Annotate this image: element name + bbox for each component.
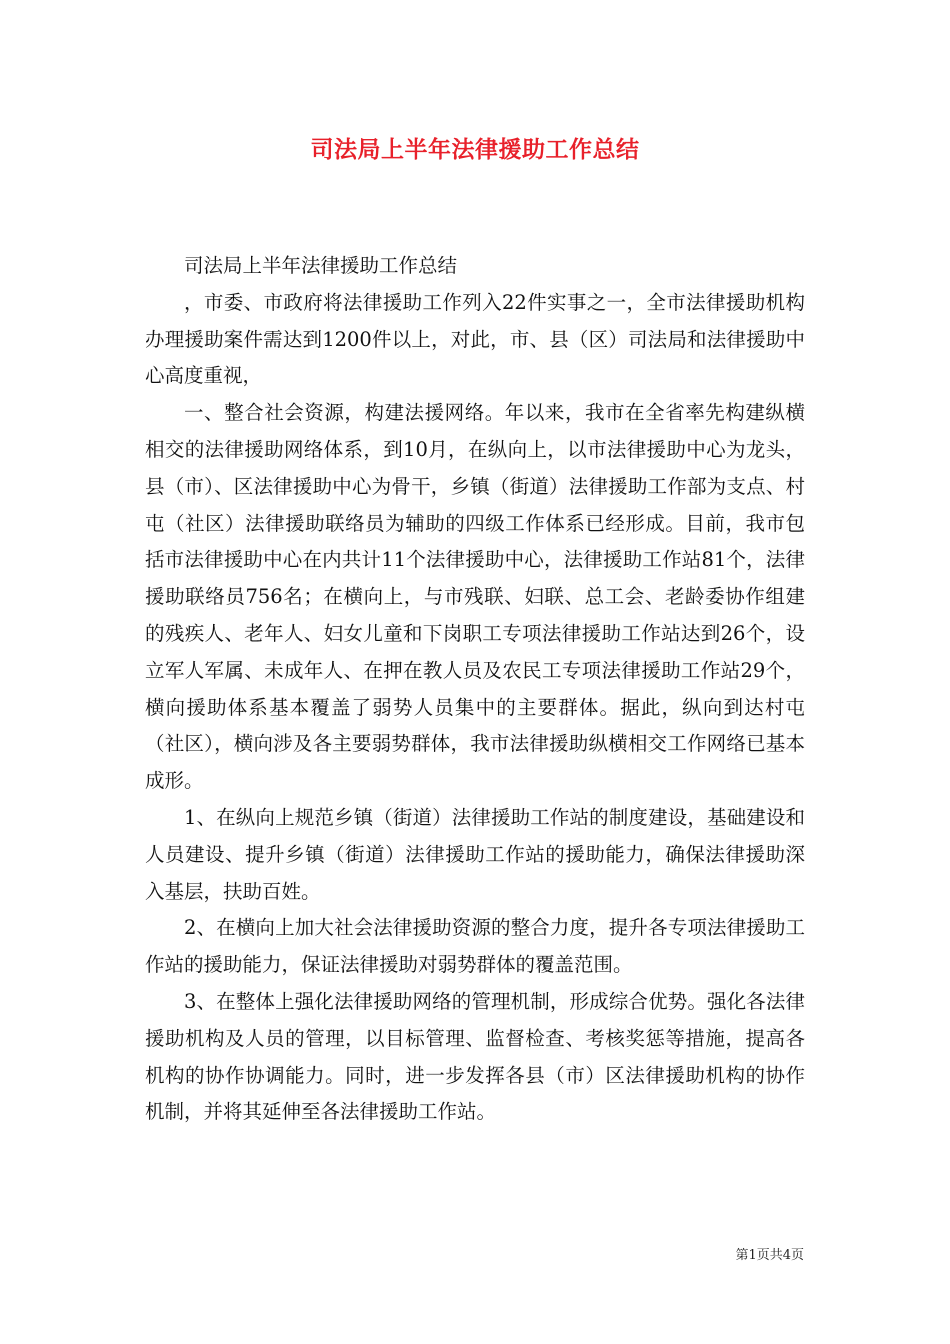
paragraph-section-one: 一、整合社会资源，构建法援网络。年以来，我市在全省率先构建纵横相交的法律援助网络体系，到10月，在纵向上，以市法律援助中心为龙头，县（市）、区法律援助中心为骨干，乡镇（街道）法律援助工作部为支点、村屯（社区）法律援助联络员为辅助的四级工作体系已经形成。目前，我市包括市法律援助中心在内共计11个法律援助中心，法律援助工作站81个，法律援助联络员756名；在横向上，与市残联、妇联、总工会、老龄委协作组建的残疾人、老年人、妇女儿童和下岗职工专项法律援助工作站达到26个，设立军人军属、未成年人、在押在教人员及农民工专项法律援助工作站29个，横向援助体系基本覆盖了弱势人员集中的主要群体。据此，纵向到达村屯（社区），横向涉及各主要弱势群体，我市法律援助纵横相交工作网络已基本成形。 bbox=[145, 401, 805, 793]
document-title: 司法局上半年法律援助工作总结 bbox=[310, 136, 640, 163]
paragraph-item-two: 2、在横向上加大社会法律援助资源的整合力度，提升各专项法律援助工作站的援助能力，保证法律援助对弱势群体的覆盖范围。 bbox=[145, 916, 805, 977]
paragraph-item-three: 3、在整体上强化法律援助网络的管理机制，形成综合优势。强化各法律援助机构及人员的管理，以目标管理、监督检查、考核奖惩等措施，提高各机构的协作协调能力。同时，进一步发挥各县（市）区法律援助机构的协作机制，并将其延伸至各法律援助工作站。 bbox=[145, 989, 805, 1124]
paragraph-intro: ，市委、市政府将法律援助工作列入22件实事之一，全市法律援助机构办理援助案件需达到1200件以上，对此，市、县（区）司法局和法律援助中心高度重视， bbox=[145, 290, 805, 388]
paragraph-item-one: 1、在纵向上规范乡镇（街道）法律援助工作站的制度建设，基础建设和人员建设、提升乡镇（街道）法律援助工作站的援助能力，确保法律援助深入基层，扶助百姓。 bbox=[145, 805, 805, 903]
page-number: 第1页共4页 bbox=[735, 1248, 804, 1263]
paragraph-heading: 司法局上半年法律援助工作总结 bbox=[184, 254, 458, 277]
document-body bbox=[145, 248, 805, 1131]
